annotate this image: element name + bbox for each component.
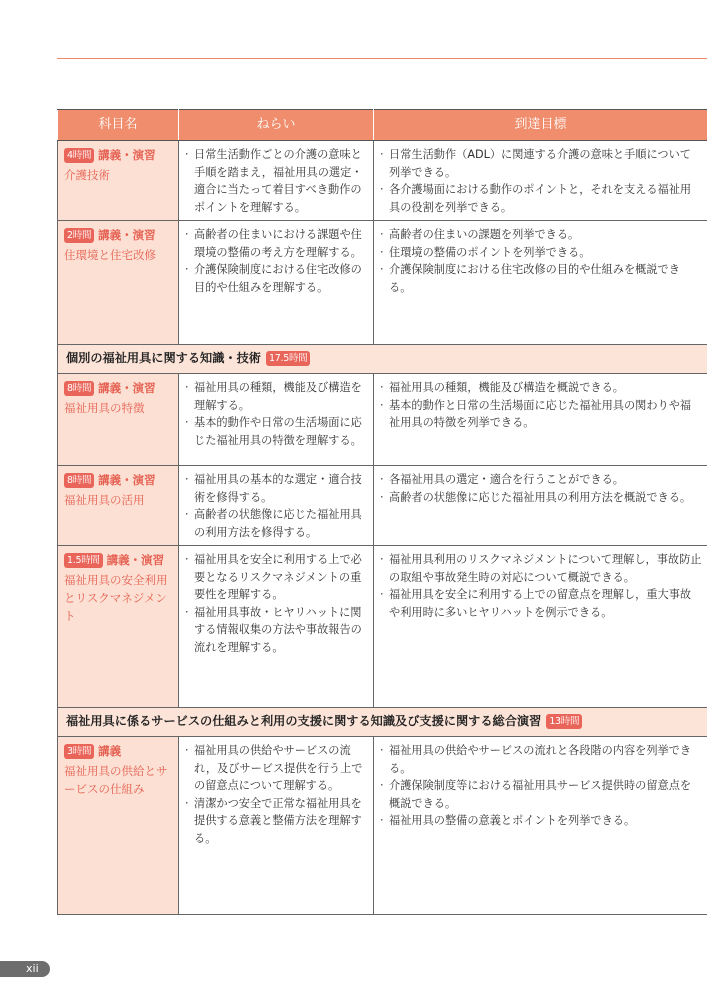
table-row [58,141,707,221]
table-row [58,737,707,915]
goal-item: · 日常生活動作（ADL）に関連する介護の意味と手順について列挙できる。 [380,146,702,181]
goal-cell [374,546,707,708]
header-aim: ねらい [179,110,374,141]
subject-meta [64,551,172,570]
aim-item: · 高齢者の状態像に応じた福祉用具の利用方法を修得する。 [185,506,367,541]
aim-item: · 介護保険制度における住宅改修の目的や仕組みを理解する。 [185,261,367,296]
aim-list [185,379,367,449]
header-goal: 到達目標 [374,110,707,141]
goal-list [380,146,702,216]
method-label: 講義・演習 [98,228,156,242]
subject-cell [58,141,179,221]
subject-name: 福祉用具の安全利用とリスクマネジメント [64,573,168,623]
section-hours-badge: 17.5時間 [266,351,310,366]
section-title: 個別の福祉用具に関する知識・技術 [66,351,261,366]
aim-item: · 福祉用具事故・ヒヤリハットに関する情報収集の方法や事故報告の流れを理解する。 [185,604,367,657]
goal-list [380,742,702,830]
subject-name: 福祉用具の供給とサービスの仕組み [64,764,168,796]
aim-item: · 日常生活動作ごとの介護の意味と手順を踏まえ，福祉用具の選定・適合に当たって着目すべき動作のポイントを理解する。 [185,146,367,216]
aim-item: · 清潔かつ安全で正常な福祉用具を提供する意義と整備方法を理解する。 [185,795,367,848]
goal-cell [374,466,707,546]
hours-badge: 2時間 [64,228,94,243]
hours-badge: 3時間 [64,744,94,759]
table-row [58,546,707,708]
section-cell [58,345,707,374]
subject-cell [58,546,179,708]
subject-cell [58,221,179,345]
aim-cell [179,546,374,708]
subject-meta [64,226,172,245]
method-label: 講義・演習 [98,148,156,162]
aim-list [185,742,367,847]
goal-item: · 基本的動作と日常の生活場面に応じた福祉用具の関わりや福祉用具の特徴を列挙できる。 [380,397,702,432]
goal-item: · 高齢者の住まいの課題を列挙できる。 [380,226,702,244]
hours-badge: 8時間 [64,473,94,488]
goal-cell [374,141,707,221]
subject-cell [58,737,179,915]
aim-cell [179,141,374,221]
goal-item: · 介護保険制度における住宅改修の目的や仕組みを概説できる。 [380,261,702,296]
goal-item: · 福祉用具の供給やサービスの流れと各段階の内容を列挙できる。 [380,742,702,777]
subject-name: 住環境と住宅改修 [64,248,156,262]
syllabus-table [57,109,707,915]
aim-item: · 基本的動作や日常の生活場面に応じた福祉用具の特徴を理解する。 [185,414,367,449]
goal-list [380,226,702,296]
aim-cell [179,374,374,466]
subject-name: 福祉用具の特徴 [64,401,145,415]
goal-list [380,551,702,621]
aim-item: · 福祉用具の供給やサービスの流れ，及びサービス提供を行う上での留意点について理解する。 [185,742,367,795]
aim-list [185,471,367,541]
goal-item: · 福祉用具利用のリスクマネジメントについて理解し，事故防止の取組や事故発生時の対応について概説できる。 [380,551,702,586]
table-row [58,374,707,466]
subject-cell [58,374,179,466]
table-row [58,466,707,546]
goal-item: · 各介護場面における動作のポイントと，それを支える福祉用具の役割を列挙できる。 [380,181,702,216]
header-subject: 科目名 [58,110,179,141]
table-header-row [58,110,707,141]
subject-cell [58,466,179,546]
goal-item: · 介護保険制度等における福祉用具サービス提供時の留意点を概説できる。 [380,777,702,812]
section-row [58,708,707,737]
goal-item: · 高齢者の状態像に応じた福祉用具の利用方法を概説できる。 [380,489,702,507]
method-label: 講義・演習 [106,553,165,567]
hours-badge: 8時間 [64,381,94,396]
goal-cell [374,374,707,466]
hours-badge: 1.5時間 [64,553,103,568]
goal-item: · 各福祉用具の選定・適合を行うことができる。 [380,471,702,489]
subject-meta [64,742,172,761]
aim-item: · 福祉用具の種類，機能及び構造を理解する。 [185,379,367,414]
goal-item: · 福祉用具を安全に利用する上での留意点を理解し，重大事故や利用時に多いヒヤリハットを例示できる。 [380,586,702,621]
goal-item: · 住環境の整備のポイントを列挙できる。 [380,244,702,262]
goal-list [380,379,702,432]
aim-item: · 福祉用具の基本的な選定・適合技術を修得する。 [185,471,367,506]
hours-badge: 4時間 [64,148,94,163]
goal-item: · 福祉用具の整備の意義とポイントを列挙できる。 [380,812,702,830]
aim-list [185,226,367,296]
method-label: 講義 [98,744,122,758]
aim-cell [179,737,374,915]
subject-name: 介護技術 [64,168,110,182]
goal-list [380,471,702,506]
aim-list [185,146,367,216]
goal-cell [374,221,707,345]
aim-item: · 高齢者の住まいにおける課題や住環境の整備の考え方を理解する。 [185,226,367,261]
subject-meta [64,471,172,490]
page-number: xii [0,961,50,977]
goal-cell [374,737,707,915]
aim-cell [179,466,374,546]
subject-name: 福祉用具の活用 [64,493,145,507]
goal-item: · 福祉用具の種類，機能及び構造を概説できる。 [380,379,702,397]
top-rule [57,58,707,59]
method-label: 講義・演習 [98,473,156,487]
aim-item: · 福祉用具を安全に利用する上で必要となるリスクマネジメントの重要性を理解する。 [185,551,367,604]
aim-list [185,551,367,656]
table-row [58,221,707,345]
section-hours-badge: 13時間 [546,714,582,729]
subject-meta [64,379,172,398]
section-cell [58,708,707,737]
section-row [58,345,707,374]
section-title: 福祉用具に係るサービスの仕組みと利用の支援に関する知識及び支援に関する総合演習 [66,714,542,729]
subject-meta [64,146,172,165]
method-label: 講義・演習 [98,381,156,395]
aim-cell [179,221,374,345]
